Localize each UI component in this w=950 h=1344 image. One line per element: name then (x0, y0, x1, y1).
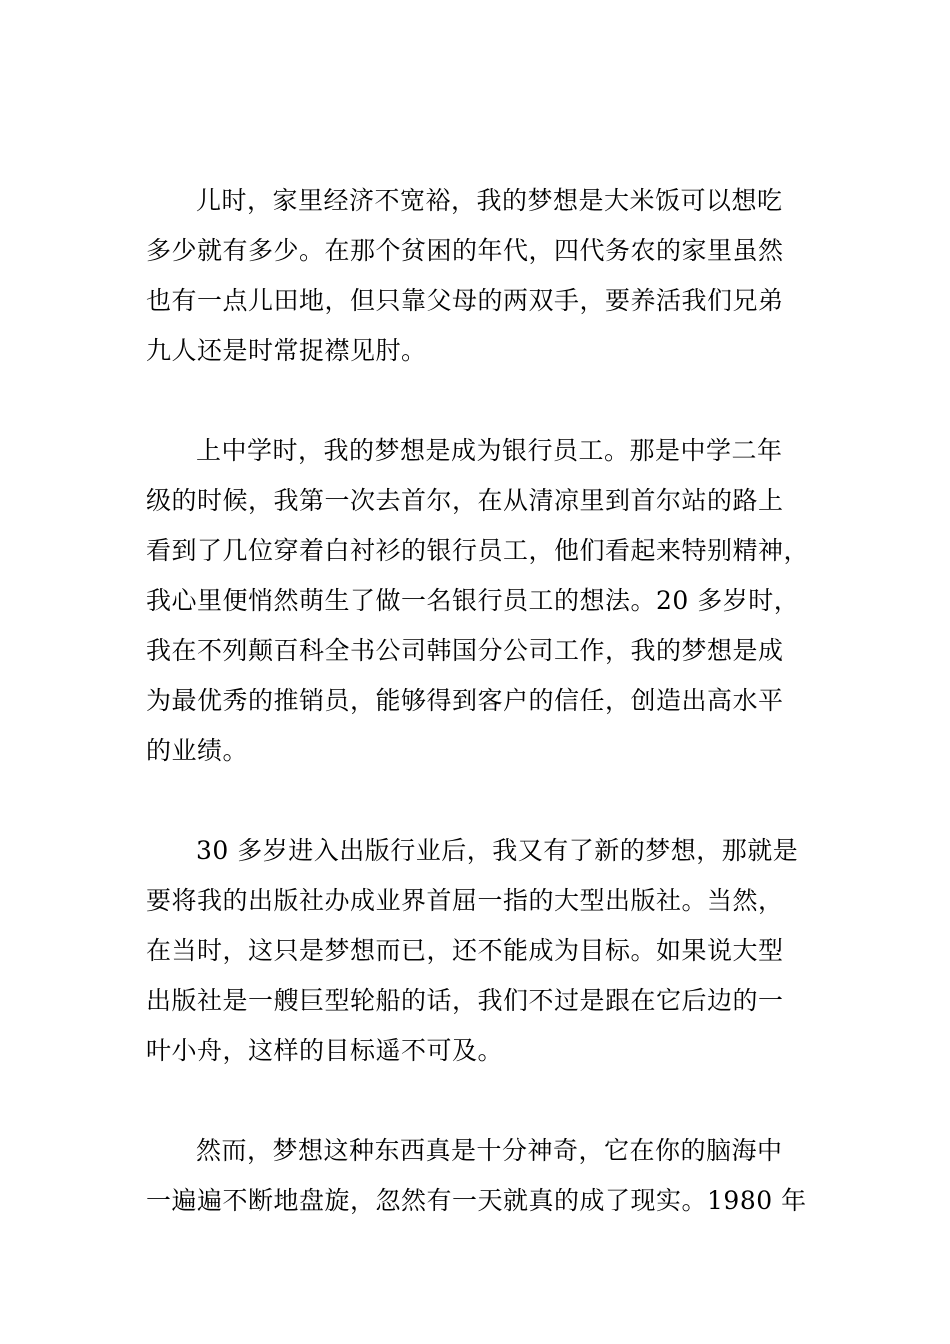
text-line: 九人还是时常捉襟见肘。 (146, 336, 427, 365)
text-line: 然而，梦想这种东西真是十分神奇，它在你的脑海中 (196, 1136, 783, 1165)
text-line: 看到了几位穿着白衬衫的银行员工，他们看起来特别精神， (146, 536, 810, 565)
text-line: 多少就有多少。在那个贫困的年代，四代务农的家里虽然 (146, 236, 784, 265)
text-line: 30 多岁进入出版行业后，我又有了新的梦想，那就是 (196, 836, 799, 865)
text-line: 叶小舟，这样的目标遥不可及。 (146, 1036, 504, 1065)
text-line: 上中学时，我的梦想是成为银行员工。那是中学二年 (196, 436, 783, 465)
text-line: 在当时，这只是梦想而已，还不能成为目标。如果说大型 (146, 936, 784, 965)
text-line: 我心里便悄然萌生了做一名银行员工的想法。20 多岁时， (146, 586, 800, 615)
paragraph-1 (146, 176, 806, 376)
text-line: 级的时候，我第一次去首尔，在从清凉里到首尔站的路上 (146, 486, 784, 515)
text-line: 儿时，家里经济不宽裕，我的梦想是大米饭可以想吃 (196, 186, 783, 215)
text-line: 的业绩。 (146, 736, 249, 765)
text-line: 为最优秀的推销员，能够得到客户的信任，创造出高水平 (146, 686, 784, 715)
document-body (146, 176, 810, 1276)
paragraph-2 (146, 426, 810, 776)
text-line: 要将我的出版社办成业界首屈一指的大型出版社。当然， (146, 886, 784, 915)
text-line: 也有一点儿田地，但只靠父母的两双手，要养活我们兄弟 (146, 286, 784, 315)
paragraph-3 (146, 826, 806, 1076)
text-line: 出版社是一艘巨型轮船的话，我们不过是跟在它后边的一 (146, 986, 784, 1015)
paragraph-4 (146, 1126, 806, 1226)
text-line: 一遍遍不断地盘旋，忽然有一天就真的成了现实。1980 年 (146, 1186, 807, 1215)
text-line: 我在不列颠百科全书公司韩国分公司工作，我的梦想是成 (146, 636, 784, 665)
